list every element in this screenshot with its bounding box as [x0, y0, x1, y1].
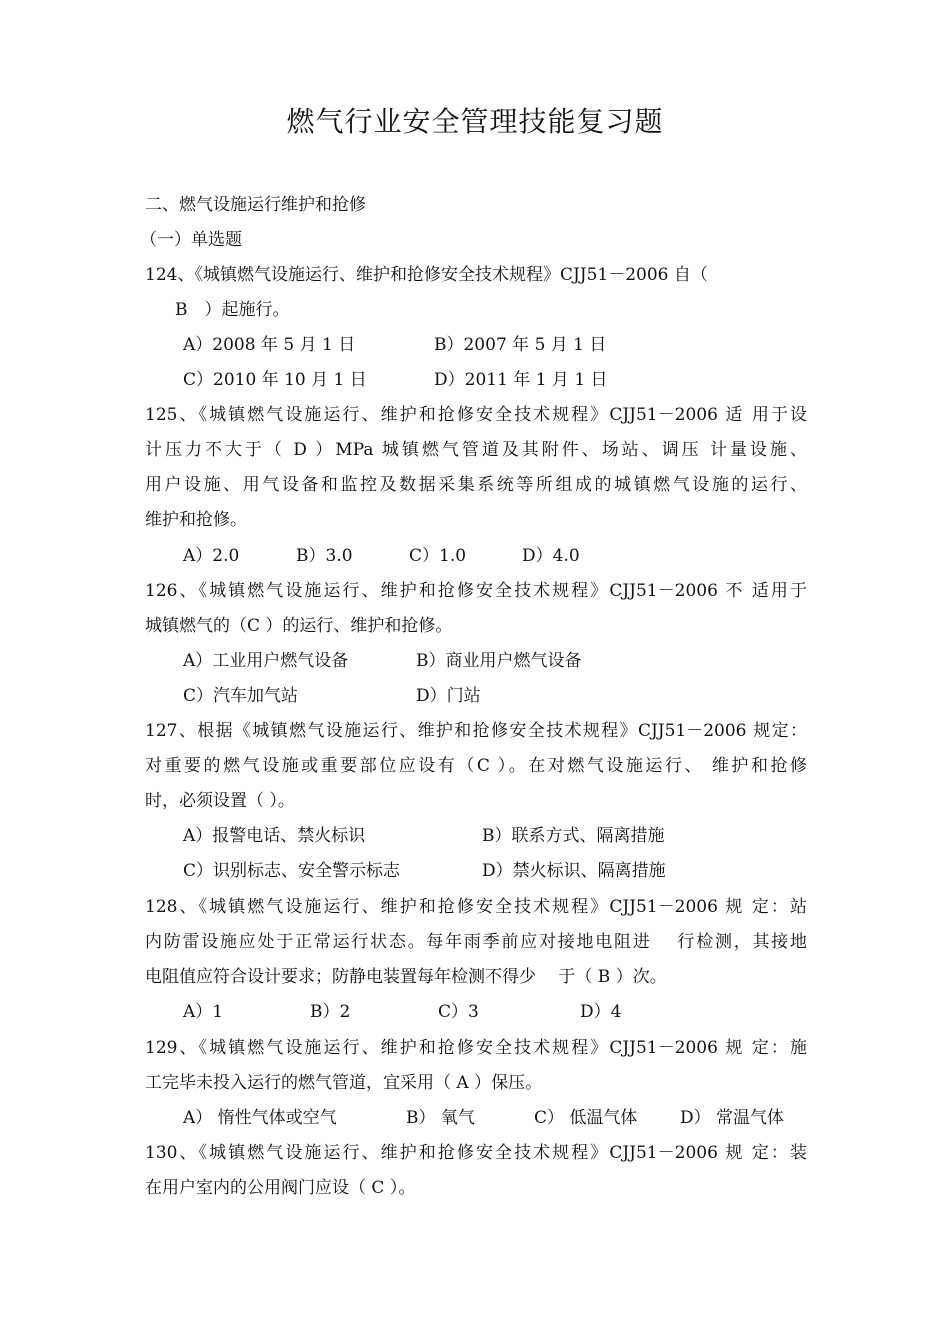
question-129-text-cont: 工完毕未投入运行的燃气管道，宜采用（ A ）保压。 [145, 1073, 543, 1093]
question-129-option-c: C） 低温气体 [534, 1108, 638, 1128]
question-126-option-a: A）工业用户燃气设备 [183, 651, 349, 671]
question-124-option-a: A）2008 年 5 月 1 日 [183, 335, 356, 355]
question-129-option-b: B） 氧气 [406, 1108, 475, 1128]
question-128-option-b: B）2 [310, 1002, 351, 1022]
question-126-text-cont: 城镇燃气的（C ）的运行、维护和抢修。 [145, 616, 453, 636]
question-125-option-a: A）2.0 [183, 546, 240, 566]
question-126-option-b: B）商业用户燃气设备 [416, 651, 582, 671]
question-124-text-cont: B ）起施行。 [175, 300, 290, 320]
question-127-text-cont: 对重要的燃气设施或重要部位应设有（C ）。在对燃气设施运行、 维护和抢修 [145, 756, 807, 776]
question-130-text: 130、《城镇燃气设施运行、维护和抢修安全技术规程》CJJ51－2006 规 定：装 [145, 1143, 807, 1163]
question-126-option-c: C）汽车加气站 [183, 686, 299, 706]
question-129-option-d: D） 常温气体 [680, 1108, 785, 1128]
question-130-text-cont: 在用户室内的公用阀门应设（ C ）。 [145, 1178, 416, 1198]
question-124-option-b: B）2007 年 5 月 1 日 [434, 335, 607, 355]
question-125-option-b: B）3.0 [296, 546, 353, 566]
question-128-option-c: C）3 [438, 1002, 479, 1022]
question-128-option-a: A）1 [183, 1002, 224, 1022]
question-126-option-d: D）门站 [416, 686, 481, 706]
question-125-option-d: D）4.0 [522, 546, 580, 566]
question-127-text: 127、根据《城镇燃气设施运行、维护和抢修安全技术规程》CJJ51－2006 规定： [145, 721, 807, 741]
question-127-option-c: C）识别标志、安全警示标志 [183, 861, 401, 881]
question-126-text: 126、《城镇燃气设施运行、维护和抢修安全技术规程》CJJ51－2006 不 适用于 [145, 581, 807, 601]
question-124-option-d: D）2011 年 1 月 1 日 [434, 370, 608, 390]
question-127-option-d: D）禁火标识、隔离措施 [482, 861, 666, 881]
subsection-heading: （一）单选题 [140, 230, 242, 250]
question-124-text: 124、《城镇燃气设施运行、维护和抢修安全技术规程》CJJ51－2006 自（ [145, 265, 708, 285]
question-128-text-cont: 内防雷设施应处于正常运行状态。每年雨季前应对接地电阻进 行检测，其接地 [145, 932, 807, 952]
question-127-option-b: B）联系方式、隔离措施 [482, 826, 665, 846]
question-129-text: 129、《城镇燃气设施运行、维护和抢修安全技术规程》CJJ51－2006 规 定：施 [145, 1038, 807, 1058]
page-title: 燃气行业安全管理技能复习题 [286, 105, 664, 138]
question-125-text-cont: 用户设施、用气设备和监控及数据采集系统等所组成的城镇燃气设施的运行、 [145, 475, 807, 495]
question-128-text: 128、《城镇燃气设施运行、维护和抢修安全技术规程》CJJ51－2006 规 定：站 [145, 897, 807, 917]
question-125-option-c: C）1.0 [409, 546, 467, 566]
question-129-option-a: A） 惰性气体或空气 [183, 1108, 337, 1128]
question-127-option-a: A）报警电话、禁火标识 [183, 826, 366, 846]
question-125-text: 125、《城镇燃气设施运行、维护和抢修安全技术规程》CJJ51－2006 适 用于设 [145, 405, 807, 425]
question-127-text-cont: 时，必须设置（ ）。 [145, 791, 295, 811]
question-125-text-cont: 计压力不大于（ D ）MPa 城镇燃气管道及其附件、场站、调压 计量设施、 [145, 440, 807, 460]
question-124-option-c: C）2010 年 10 月 1 日 [183, 370, 367, 390]
question-128-option-d: D）4 [580, 1002, 622, 1022]
question-128-text-cont: 电阻值应符合设计要求；防静电装置每年检测不得少 于（ B ）次。 [145, 967, 667, 987]
question-125-text-cont: 维护和抢修。 [145, 510, 247, 530]
section-heading: 二、燃气设施运行维护和抢修 [145, 195, 366, 215]
